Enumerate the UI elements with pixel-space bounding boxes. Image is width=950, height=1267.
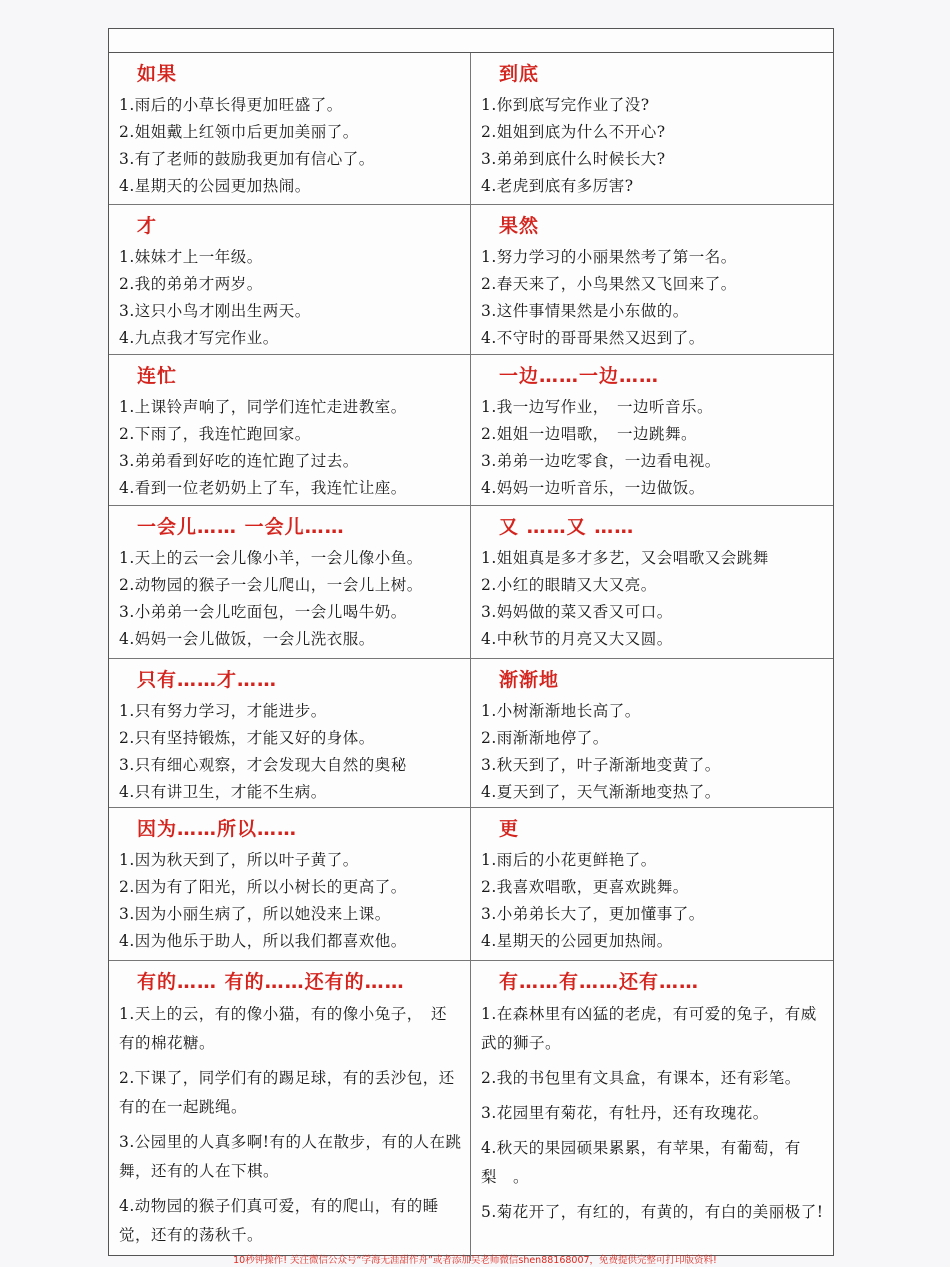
section-title: 连忙 (137, 365, 178, 387)
example-sentence: 3.这件事情果然是小东做的。 (481, 302, 689, 320)
footer-notice: 10秒钟操作! 关注微信公众号“学海无涯甜作舟”或者添加吴老师微信shen88168007，免费提供完整可打印版资料! (233, 1255, 717, 1266)
section-title: 果然 (499, 215, 540, 237)
example-sentence: 2.雨渐渐地停了。 (481, 729, 609, 747)
example-sentence: 4.因为他乐于助人，所以我们都喜欢他。 (119, 932, 407, 950)
example-sentence: 4.不守时的哥哥果然又迟到了。 (481, 329, 705, 347)
section-title: 渐渐地 (499, 669, 560, 691)
section-cell (109, 506, 471, 658)
section-cell (471, 506, 833, 658)
example-sentence: 4.星期天的公园更加热闹。 (481, 932, 673, 950)
example-sentence: 1.我一边写作业， 一边听音乐。 (481, 398, 714, 416)
section-title: 到底 (499, 63, 540, 85)
example-sentence: 3.这只小鸟才刚出生两天。 (119, 302, 311, 320)
example-sentence: 1.你到底写完作业了没? (481, 96, 650, 114)
example-sentence: 2.我喜欢唱歌，更喜欢跳舞。 (481, 878, 689, 896)
table-row (109, 961, 833, 1261)
example-sentence: 1.天上的云一会儿像小羊，一会儿像小鱼。 (119, 549, 423, 567)
header-strip (109, 29, 833, 53)
example-sentence: 2.姐姐一边唱歌， 一边跳舞。 (481, 425, 698, 443)
example-sentence: 1.天上的云，有的像小猫，有的像小兔子， 还有的棉花糖。 (119, 1005, 448, 1052)
example-sentence: 2.春天来了，小鸟果然又飞回来了。 (481, 275, 737, 293)
example-sentence: 3.因为小丽生病了，所以她没来上课。 (119, 905, 391, 923)
example-sentence: 1.因为秋天到了，所以叶子黄了。 (119, 851, 359, 869)
example-sentence: 4.只有讲卫生，才能不生病。 (119, 783, 327, 801)
example-sentence: 3.小弟弟长大了，更加懂事了。 (481, 905, 705, 923)
example-sentence: 1.妹妹才上一年级。 (119, 248, 263, 266)
section-title: 一边……一边…… (499, 365, 660, 387)
section-cell (109, 961, 471, 1261)
table-row (109, 205, 833, 355)
example-sentence: 1.姐姐真是多才多艺，又会唱歌又会跳舞 (481, 549, 769, 567)
section-title: 有……有……还有…… (499, 971, 700, 993)
section-title: 只有……才…… (137, 669, 278, 691)
example-sentence: 3.有了老师的鼓励我更加有信心了。 (119, 150, 375, 168)
example-sentence: 4.夏天到了，天气渐渐地变热了。 (481, 783, 721, 801)
table-row (109, 355, 833, 506)
example-sentence: 1.在森林里有凶猛的老虎，有可爱的兔子，有威武的狮子。 (481, 1005, 817, 1052)
section-title: 有的…… 有的……还有的…… (137, 971, 405, 993)
table-row (109, 53, 833, 205)
section-cell (471, 961, 833, 1261)
section-title: 又 ……又 …… (499, 516, 635, 538)
example-sentence: 2.因为有了阳光，所以小树长的更高了。 (119, 878, 407, 896)
section-cell (471, 808, 833, 960)
example-sentence: 2.下雨了，我连忙跑回家。 (119, 425, 311, 443)
example-sentence: 3.小弟弟一会儿吃面包，一会儿喝牛奶。 (119, 603, 407, 621)
example-sentence: 4.中秋节的月亮又大又圆。 (481, 630, 673, 648)
example-sentence: 4.星期天的公园更加热闹。 (119, 177, 311, 195)
example-sentence: 2.姐姐到底为什么不开心? (481, 123, 666, 141)
example-sentence: 2.姐姐戴上红领巾后更加美丽了。 (119, 123, 359, 141)
example-sentence: 3.弟弟看到好吃的连忙跑了过去。 (119, 452, 359, 470)
section-cell (109, 808, 471, 960)
example-sentence: 3.弟弟到底什么时候长大? (481, 150, 666, 168)
section-title: 更 (499, 818, 520, 840)
section-cell (109, 53, 471, 204)
example-sentence: 2.下课了，同学们有的踢足球，有的丢沙包，还有的在一起跳绳。 (119, 1069, 455, 1116)
example-sentence: 1.雨后的小草长得更加旺盛了。 (119, 96, 343, 114)
example-sentence: 2.小红的眼睛又大又亮。 (481, 576, 657, 594)
example-sentence: 5.菊花开了，有红的，有黄的，有白的美丽极了! (481, 1203, 824, 1221)
example-sentence: 1.努力学习的小丽果然考了第一名。 (481, 248, 737, 266)
example-sentence: 3.秋天到了，叶子渐渐地变黄了。 (481, 756, 721, 774)
example-sentence: 4.九点我才写完作业。 (119, 329, 279, 347)
example-sentence: 1.雨后的小花更鲜艳了。 (481, 851, 657, 869)
section-cell (471, 355, 833, 505)
section-title: 如果 (137, 63, 178, 85)
example-sentence: 1.上课铃声响了，同学们连忙走进教室。 (119, 398, 407, 416)
section-cell (471, 53, 833, 204)
example-sentence: 4.老虎到底有多厉害? (481, 177, 634, 195)
example-sentence: 2.只有坚持锻炼，才能又好的身体。 (119, 729, 375, 747)
table-row (109, 659, 833, 808)
example-sentence: 1.小树渐渐地长高了。 (481, 702, 641, 720)
example-sentence: 3.只有细心观察，才会发现大自然的奥秘 (119, 756, 407, 774)
section-title: 一会儿…… 一会儿…… (137, 516, 345, 538)
table-row (109, 506, 833, 659)
example-sentence: 3.花园里有菊花，有牡丹，还有玫瑰花。 (481, 1104, 769, 1122)
example-sentence: 1.只有努力学习，才能进步。 (119, 702, 327, 720)
section-cell (109, 205, 471, 354)
section-cell (471, 205, 833, 354)
section-cell (471, 659, 833, 807)
example-sentence: 4.妈妈一会儿做饭，一会儿洗衣服。 (119, 630, 375, 648)
word-grid (109, 53, 833, 1261)
example-sentence: 4.看到一位老奶奶上了车，我连忙让座。 (119, 479, 407, 497)
section-title: 才 (137, 215, 158, 237)
example-sentence: 3.弟弟一边吃零食，一边看电视。 (481, 452, 721, 470)
section-title: 因为……所以…… (137, 818, 298, 840)
table-row (109, 808, 833, 961)
section-cell (109, 659, 471, 807)
example-sentence: 3.妈妈做的菜又香又可口。 (481, 603, 673, 621)
example-sentence: 2.我的弟弟才两岁。 (119, 275, 263, 293)
example-sentence: 4.妈妈一边听音乐，一边做饭。 (481, 479, 705, 497)
example-sentence: 4.秋天的果园硕果累累，有苹果，有葡萄，有梨 。 (481, 1139, 801, 1186)
example-sentence: 2.动物园的猴子一会儿爬山，一会儿上树。 (119, 576, 423, 594)
example-sentence: 2.我的书包里有文具盒，有课本，还有彩笔。 (481, 1069, 801, 1087)
example-sentence: 4.动物园的猴子们真可爱，有的爬山，有的睡觉，还有的荡秋千。 (119, 1197, 439, 1244)
worksheet (108, 28, 834, 1256)
example-sentence: 3.公园里的人真多啊!有的人在散步，有的人在跳舞，还有的人在下棋。 (119, 1133, 462, 1180)
section-cell (109, 355, 471, 505)
